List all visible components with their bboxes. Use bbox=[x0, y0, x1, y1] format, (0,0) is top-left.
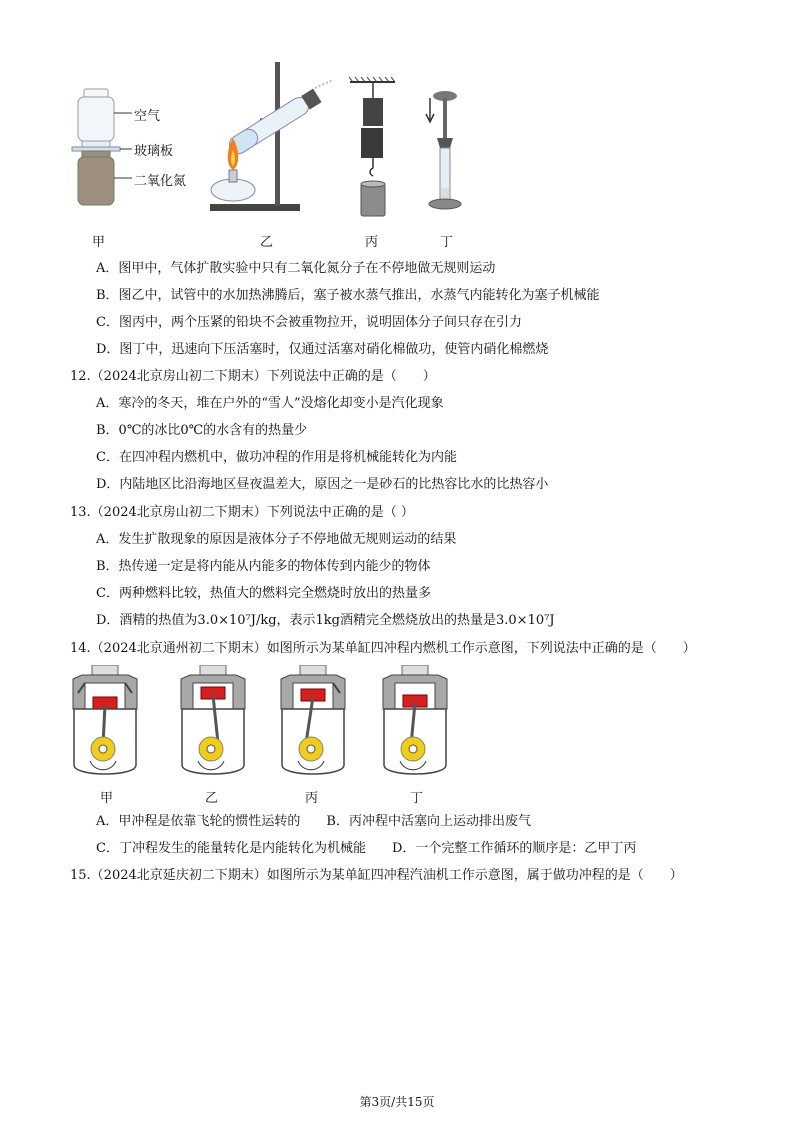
q12-stem: 12.（2024北京房山初二下期末）下列说法中正确的是（ ） bbox=[70, 369, 436, 384]
engine-ding bbox=[380, 665, 450, 783]
q12-option-c: C．在四冲程内燃机中，做功冲程的作用是将机械能转化为内能 bbox=[96, 450, 457, 465]
label-jia: 甲 bbox=[92, 235, 106, 250]
annot-air: 空气 bbox=[134, 109, 161, 124]
q14-stem: 14.（2024北京通州初二下期末）如图所示为某单缸四冲程内燃机工作示意图，下列说法中正确的是（ ） bbox=[70, 641, 696, 656]
q12-option-d: D．内陆地区比沿海地区昼夜温差大，原因之一是砂石的比热容比水的比热容小 bbox=[96, 477, 549, 492]
engine-label-jia: 甲 bbox=[100, 791, 114, 806]
page-footer: 第3页/共15页 bbox=[359, 1095, 435, 1109]
engine-label-yi: 乙 bbox=[205, 791, 219, 806]
q11-option-a: A．图甲中，气体扩散实验中只有二氧化氮分子在不停地做无规则运动 bbox=[96, 261, 496, 276]
engine-label-bing: 丙 bbox=[305, 791, 319, 806]
q13-option-b: B．热传递一定是将内能从内能多的物体传到内能少的物体 bbox=[96, 559, 431, 574]
q11-figures bbox=[0, 58, 794, 253]
q14-options-ab: A．甲冲程是依靠飞轮的惯性运转的 B．丙冲程中活塞向上运动排出废气 bbox=[96, 814, 531, 829]
q14-options-cd: C．丁冲程发生的能量转化是内能转化为机械能 D．一个完整工作循环的顺序是：乙甲丁丙 bbox=[96, 841, 637, 856]
figure-yi-test-tube bbox=[205, 58, 340, 218]
engine-jia bbox=[70, 665, 140, 783]
q11-option-c: C．图丙中，两个压紧的铅块不会被重物拉开，说明固体分子间只存在引力 bbox=[96, 315, 522, 330]
engine-label-ding: 丁 bbox=[410, 791, 424, 806]
q11-option-b: B．图乙中，试管中的水加热沸腾后，塞子被水蒸气推出，水蒸气内能转化为塞子机械能 bbox=[96, 288, 600, 303]
figure-ding-compression-tube bbox=[420, 88, 470, 218]
q15-stem: 15.（2024北京延庆初二下期末）如图所示为某单缸四冲程汽油机工作示意图，属于做功冲程的是（ ） bbox=[70, 868, 683, 883]
label-bing: 丙 bbox=[365, 235, 379, 250]
figure-bing-lead-blocks bbox=[345, 76, 405, 226]
engine-bing bbox=[278, 665, 348, 783]
annot-glass-plate: 玻璃板 bbox=[134, 144, 174, 159]
label-yi: 乙 bbox=[260, 235, 274, 250]
q12-option-a: A．寒冷的冬天，堆在户外的“雪人”没熔化却变小是汽化现象 bbox=[96, 396, 444, 411]
q11-option-d: D．图丁中，迅速向下压活塞时，仅通过活塞对硝化棉做功，使管内硝化棉燃烧 bbox=[96, 342, 549, 357]
q12-option-b: B．0℃的冰比0℃的水含有的热量少 bbox=[96, 423, 308, 438]
q13-stem: 13.（2024北京房山初二下期末）下列说法中正确的是（ ） bbox=[70, 505, 414, 520]
label-ding: 丁 bbox=[440, 235, 454, 250]
q13-option-d: D．酒精的热值为3.0×10⁷J/kg，表示1kg酒精完全燃烧放出的热量是3.0×10⁷J bbox=[96, 613, 555, 628]
engine-yi bbox=[178, 665, 248, 783]
annot-no2: 二氧化氮 bbox=[134, 174, 187, 189]
q14-engine-figures bbox=[0, 665, 794, 805]
q13-option-c: C．两种燃料比较，热值大的燃料完全燃烧时放出的热量多 bbox=[96, 586, 431, 601]
q13-option-a: A．发生扩散现象的原因是液体分子不停地做无规则运动的结果 bbox=[96, 532, 457, 547]
